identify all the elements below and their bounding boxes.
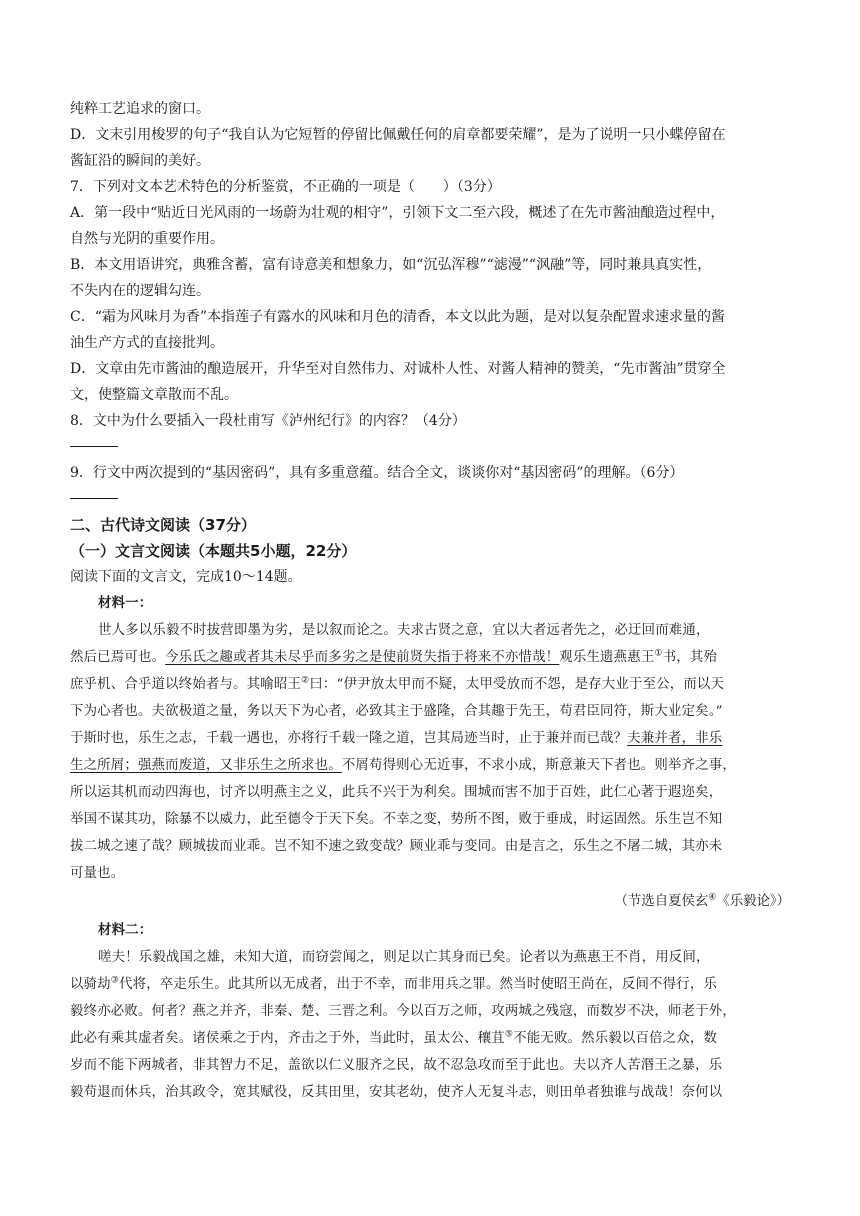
part2-title: 二、古代诗文阅读（37分） bbox=[70, 516, 256, 534]
text-run: 不屑苟得则心无近事，不求小成，斯意兼天下者也。则举齐之事， bbox=[341, 758, 736, 773]
footnote-marker: ⑤ bbox=[504, 1029, 514, 1040]
text-run: 庶乎机、合乎道以终始者与。其喻昭王 bbox=[70, 677, 302, 692]
footnote-marker: ④ bbox=[708, 892, 717, 903]
footnote-marker: ② bbox=[301, 675, 310, 686]
q6-option-c-continuation: 纯粹工艺追求的窗口。 bbox=[70, 101, 210, 117]
q6-option-d-line1: D．文末引用梭罗的句子“我自认为它短暂的停留比佩戴任何的肩章都要荣耀”，是为了说明一只小蝶停留在 bbox=[70, 127, 726, 143]
material1-line: 可量也。 bbox=[70, 866, 125, 881]
material1-line bbox=[70, 725, 790, 752]
footnote-marker: ① bbox=[654, 648, 663, 659]
q7-option-d-line1: D．文章由先市酱油的酿造展开，升华至对自然伟力、对诚朴人性、对酱人精神的赞美，“先市酱油”贯穿全 bbox=[70, 361, 726, 377]
text-run: 书，其殆 bbox=[662, 650, 718, 665]
underlined-sentence: 今乐氏之趣或者其未尽乎而多劣之是使前贤失指于将来不亦惜哉！ bbox=[165, 650, 560, 665]
text-run: 观乐生遗燕惠王 bbox=[559, 650, 655, 665]
text-run: 不能无败。然乐毅以百倍之众，数 bbox=[513, 1031, 718, 1046]
material2-line: 岁而不能下两城者，非其智力不足，盖欲以仁义服齐之民，故不忍急攻而至于此也。夫以齐人苦湣王之暴，乐 bbox=[70, 1058, 723, 1073]
material1-line bbox=[70, 752, 790, 779]
material2-label: 材料二： bbox=[98, 922, 153, 938]
q7-option-c-line2: 油生产方式的直接批判。 bbox=[70, 335, 224, 351]
part2-intro: 阅读下面的文言文，完成10～14题。 bbox=[70, 569, 302, 585]
material1-line: 下为心者也。夫欲极道之量，务以天下为心者，必致其主于盛隆，合其趣于先王，苟君臣同符，斯大业定矣。” bbox=[70, 704, 723, 719]
material1-passage bbox=[70, 590, 790, 917]
q7-option-a-line2: 自然与光阴的重要作用。 bbox=[70, 231, 224, 247]
q7-stem: 7．下列对文本艺术特色的分析鉴赏，不正确的一项是（ ）（3分） bbox=[70, 179, 501, 195]
material1-label: 材料一： bbox=[98, 595, 153, 611]
material1-line: 拔二城之速了哉？顾城拔而业乖。岂不知不速之致变哉？顾业乖与变同。由是言之，乐生之不屠二城，其亦未 bbox=[70, 839, 723, 854]
q7-option-b-line2: 不失内在的逻辑勾连。 bbox=[70, 283, 210, 299]
text-run: 于斯时也，乐生之志，千载一遇也，亦将行千载一隆之道，岂其局迹当时，止于兼并而已哉？ bbox=[70, 731, 628, 746]
material2-line: 毅苟退而休兵，治其政令，宽其赋役，反其田里，安其老幼，使齐人无复斗志，则田单者独谁与战哉！奈何以 bbox=[70, 1085, 723, 1100]
text-run: 然后已焉可也。 bbox=[70, 650, 166, 665]
text-run: 以骑劫 bbox=[70, 977, 111, 992]
material1-line bbox=[70, 671, 790, 698]
material1-line: 举国不谋其功，除暴不以威力，此至德令于天下矣。不幸之变，势所不图，败于垂成，时运固然。乐生岂不知 bbox=[70, 812, 723, 827]
q8-stem: 8．文中为什么要插入一段杜甫写《泸州纪行》的内容？（4分） bbox=[70, 413, 466, 429]
part2-subtitle: （一）文言文阅读（本题共5小题，22分） bbox=[70, 542, 357, 560]
material2-line: 毅终亦必败。何者？燕之并齐，非秦、楚、三晋之利。今以百万之师，攻两城之残寇，而数岁不决，师老于外， bbox=[70, 1004, 736, 1019]
underlined-sentence: 生之所屑；强燕而废道，又非乐生之所求也。 bbox=[70, 758, 342, 773]
q7-option-a-line1: A．第一段中“贴近日光风雨的一场蔚为壮观的相守”，引领下文二至六段，概述了在先市酱油酿造过程中， bbox=[70, 205, 725, 221]
material1-source bbox=[70, 887, 790, 917]
text-run: 此必有乘其虚者矣。诸侯乘之于内，齐击之于外，当此时，虽太公、穰苴 bbox=[70, 1031, 505, 1046]
underlined-sentence: 夫兼并者，非乐 bbox=[627, 731, 723, 746]
q7-option-c-line1: C．“霜为风味月为香”本指莲子有露水的风味和月色的清香，本文以此为题，是对以复杂配置求速求量的酱 bbox=[70, 309, 726, 325]
text-run: 代将，卒走乐生。此其所以无成者，出于不幸，而非用兵之罪。然当时使昭王尚在，反间不得行，乐 bbox=[119, 977, 718, 992]
material1-line: 世人多以乐毅不时拔营即墨为劣，是以叙而论之。夫求古贤之意，宜以大者远者先之，必迂回而难通， bbox=[98, 623, 710, 638]
q7-option-d-line2: 文，使整篇文章散而不乱。 bbox=[70, 387, 238, 403]
footnote-marker: ③ bbox=[110, 975, 120, 986]
q9-answer-blank bbox=[70, 486, 790, 512]
material2-line bbox=[70, 1025, 790, 1052]
q8-answer-blank bbox=[70, 434, 790, 460]
text-run: 曰：“伊尹放太甲而不疑，太甲受放而不怨，是存大业于至公，而以天 bbox=[309, 677, 725, 692]
material2-passage bbox=[70, 917, 790, 1106]
material1-line: 所以运其机而动四海也，讨齐以明燕主之义，此兵不兴于为利矣。围城而害不加于百姓，此仁心著于遐迩矣， bbox=[70, 785, 723, 800]
material2-line: 嗟夫！乐毅战国之雄，未知大道，而窃尝闻之，则足以亡其身而已矣。论者以为燕惠王不肖，用反间， bbox=[98, 950, 710, 965]
text-run: 《乐毅论》） bbox=[716, 894, 790, 909]
document-body bbox=[70, 96, 790, 1106]
q7-option-b-line1: B．本文用语讲究，典雅含蓄，富有诗意美和想象力，如“沉弘浑穆”“滤漫”“沨融”等，同时兼具真实性， bbox=[70, 257, 712, 273]
text-run: （节选自夏侯玄 bbox=[614, 894, 709, 909]
material2-line bbox=[70, 971, 790, 998]
q6-option-d-line2: 酱缸沿的瞬间的美好。 bbox=[70, 153, 210, 169]
material1-line bbox=[70, 644, 790, 671]
q9-stem: 9．行文中两次提到的“基因密码”，具有多重意蕴。结合全文，谈谈你对“基因密码”的理解。（6分） bbox=[70, 465, 684, 481]
